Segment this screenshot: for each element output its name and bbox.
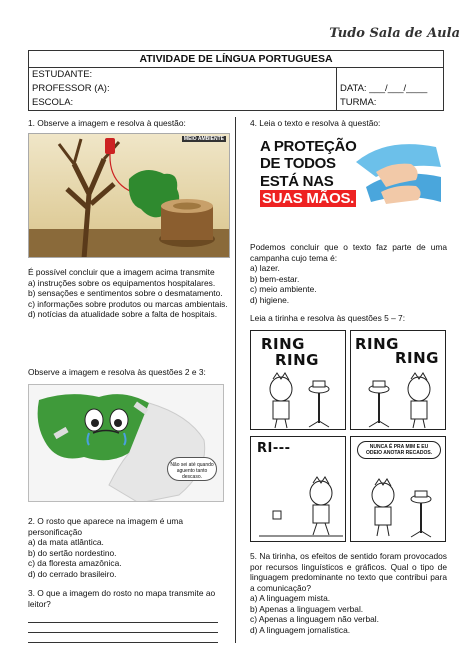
q5-option-d: d) A linguagem jornalística. xyxy=(250,624,351,635)
slogan-line-3: ESTÁ NAS xyxy=(260,172,334,190)
q4-stem: Podemos concluir que o texto faz parte de uma campanha cujo tema é: xyxy=(250,242,447,263)
tree-iv-icon xyxy=(29,134,230,258)
amazon-face-map xyxy=(28,384,224,502)
q4-option-b: b) bem-estar. xyxy=(250,273,300,284)
right-column xyxy=(250,118,450,129)
comic-prompt: Leia a tirinha e resolva às questões 5 – 7: xyxy=(250,313,406,323)
ring-text-1: RING xyxy=(261,335,305,353)
teacher-field: PROFESSOR (A): xyxy=(32,83,110,94)
q1-option-d: d) notícias da atualidade sobre a falta de hospitais. xyxy=(28,309,218,319)
q4-option-c: c) meio ambiente. xyxy=(250,284,317,294)
q5-body xyxy=(250,551,447,635)
poster-slogan xyxy=(260,138,356,207)
comic-panel-2 xyxy=(350,330,446,430)
brand-logo: Tudo Sala de Aula xyxy=(329,26,460,41)
ring-text-2: RING xyxy=(275,351,319,369)
worksheet-title: ATIVIDADE DE LÍNGUA PORTUGUESA xyxy=(29,51,443,68)
left-column xyxy=(28,118,228,129)
q1-option-c: c) informações sobre produtos ou marcas ambientais. xyxy=(28,298,228,309)
q23-prompt: Observe a imagem e resolva às questões 2 e 3: xyxy=(28,367,206,377)
ri-text: RI--- xyxy=(257,441,291,456)
speech-bubble: Não sei até quando aguento tanto descaso. xyxy=(167,457,217,481)
image-label: MEIO AMBIENTE xyxy=(183,136,224,142)
q5-option-a: a) A linguagem mista. xyxy=(250,593,331,603)
boy-and-phone-icon xyxy=(259,371,343,429)
slogan-line-4: SUAS MÃOS. xyxy=(262,189,355,207)
q2-option-b: b) do sertão nordestino. xyxy=(28,547,117,558)
q2-stem: 2. O rosto que aparece na imagem é uma personificação xyxy=(28,516,184,537)
q1-stem: É possível concluir que a imagem acima transmite xyxy=(28,267,215,277)
worksheet-header xyxy=(28,50,444,111)
slogan-line-1: A PROTEÇÃO xyxy=(260,138,357,155)
q2-option-c: c) da floresta amazônica. xyxy=(28,558,122,568)
q1-option-a: a) instruções sobre os equipamentos hospitalares. xyxy=(28,277,216,288)
date-field: DATA: ___/___/____ xyxy=(340,83,428,94)
q5-option-c: c) Apenas a linguagem não verbal. xyxy=(250,614,379,624)
comic-strip xyxy=(250,330,446,542)
comic-panel-4 xyxy=(350,436,446,542)
boy-answering-icon xyxy=(357,473,441,539)
comic-panel-1 xyxy=(250,330,346,430)
q2-option-a: a) da mata atlântica. xyxy=(28,537,104,547)
answer-lines[interactable] xyxy=(28,613,228,643)
q4-option-d: d) higiene. xyxy=(250,294,290,305)
ring-text-3: RING xyxy=(355,335,399,353)
q1-option-b: b) sensações e sentimentos sobre o desmatamento. xyxy=(28,288,223,298)
crying-map-icon xyxy=(29,385,224,502)
q4-option-a: a) lazer. xyxy=(250,263,280,273)
class-field: TURMA: xyxy=(340,97,377,108)
q23-prompt-wrap xyxy=(28,367,228,378)
campaign-poster xyxy=(254,132,446,232)
school-field: ESCOLA: xyxy=(32,97,74,108)
q1-body xyxy=(28,267,228,320)
q5-stem: 5. Na tirinha, os efeitos de sentido foram provocados por recursos linguísticos e gráficos. Qual o tipo de linguagem predominante no texto que contribui para a comunicação? xyxy=(250,551,447,593)
q3-stem: 3. O que a imagem do rosto no mapa transmite ao leitor? xyxy=(28,588,216,609)
comic-speech: NUNCA É PRA MIM E EU ODEIO ANOTAR RECADOS. xyxy=(357,441,441,459)
q4-prompt: 4. Leia o texto e resolva à questão: xyxy=(250,118,381,128)
boy-walking-icon xyxy=(259,473,343,539)
q1-prompt: 1. Observe a imagem e resolva à questão: xyxy=(28,118,186,128)
hands-icon xyxy=(346,132,446,232)
q2-option-d: d) do cerrado brasileiro. xyxy=(28,568,117,579)
slogan-line-2: DE TODOS xyxy=(260,155,336,173)
student-field: ESTUDANTE: xyxy=(32,69,93,80)
deforestation-illustration xyxy=(28,133,230,258)
q4-body xyxy=(250,242,447,324)
phone-and-boy-icon xyxy=(357,371,441,429)
comic-panel-3 xyxy=(250,436,346,542)
q2-body xyxy=(28,516,228,643)
column-divider xyxy=(235,117,236,643)
ring-text-4: RING xyxy=(395,349,439,367)
q5-option-b: b) Apenas a linguagem verbal. xyxy=(250,603,364,614)
